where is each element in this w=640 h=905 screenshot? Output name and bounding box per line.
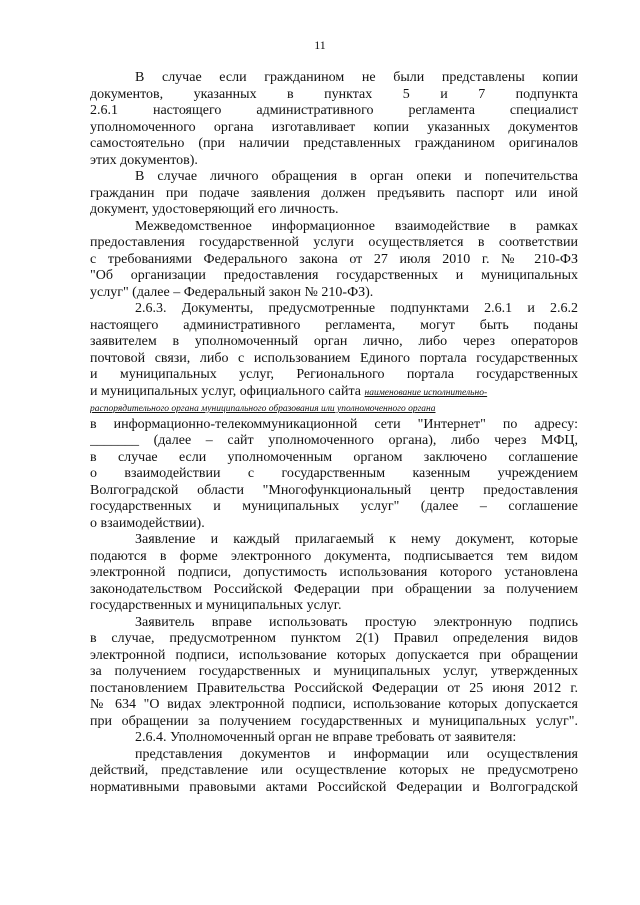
- text-line: [90, 252, 578, 269]
- text-line: [90, 433, 578, 450]
- text-line: [90, 780, 578, 797]
- line-text: услуг" (далее – Федеральный закон № 210-ФЗ).: [90, 284, 374, 300]
- text-line: [135, 301, 578, 318]
- text-line: [90, 268, 578, 285]
- text-line: [90, 153, 578, 170]
- text-line: [90, 334, 578, 351]
- line-text: уполномоченного органа изготавливает копии указанных документов: [90, 119, 578, 135]
- line-text: Заявление и каждый прилагаемый к нему документ, которые: [135, 532, 578, 547]
- text-line: [90, 450, 578, 467]
- text-line: [90, 136, 578, 153]
- line-text: нормативными правовыми актами Российской Федерации и Волгоградской: [90, 779, 578, 795]
- line-text: Межведомственное информационное взаимодействие в рамках: [135, 218, 578, 234]
- text-line: [90, 367, 578, 384]
- line-text: электронной подписи, использование которых допускается при обращении: [90, 647, 578, 663]
- line-text: 2.6.1 настоящего административного регламента специалист: [90, 103, 578, 118]
- line-text: Волгоградской области "Многофункциональный центр предоставления: [90, 482, 578, 498]
- line-text: гражданин при подаче заявления должен предъявить паспорт или иной: [90, 185, 578, 201]
- line-text: с требованиями Федерального закона от 27 июля 2010 г. № 210-ФЗ: [90, 251, 578, 267]
- underlined-placeholder: распорядительного органа муниципального образования или уполномоченного органа: [90, 404, 436, 414]
- text-line: [90, 565, 578, 582]
- line-text: настоящего административного регламента, могут быть поданы: [90, 317, 578, 333]
- line-text: в случае, предусмотренном пунктом 2(1) Правил определения видов: [90, 631, 578, 646]
- text-line: [90, 417, 578, 434]
- line-text: В случае личного обращения в орган опеки и попечительства: [135, 169, 578, 184]
- line-text: Заявитель вправе использовать простую электронную подпись: [135, 614, 578, 630]
- text-line: [135, 219, 578, 236]
- text-line: [135, 70, 578, 87]
- text-line: [90, 499, 578, 516]
- line-text: этих документов).: [90, 152, 198, 168]
- line-text: в информационно-телекоммуникационной сети "Интернет" по адресу:: [90, 416, 578, 432]
- text-line: [90, 103, 578, 120]
- line-text: _______ (далее – сайт уполномоченного органа), либо через МФЦ,: [90, 433, 578, 448]
- line-text: № 634 "О видах электронной подписи, использование которых допускается: [90, 697, 578, 712]
- line-text: при обращении за получением государственных и муниципальных услуг".: [90, 713, 578, 729]
- line-text: самостоятельно (при наличии представленных гражданином оригиналов: [90, 136, 578, 151]
- text-line: [90, 714, 578, 731]
- line-text: документов, указанных в пунктах 5 и 7 подпункта: [90, 86, 578, 102]
- text-line: [90, 582, 578, 599]
- line-text: государственных и муниципальных услуг.: [90, 598, 342, 613]
- text-line: [135, 615, 578, 632]
- text-line: [90, 87, 578, 104]
- text-line: [90, 384, 578, 401]
- line-text: и муниципальных услуг, официального сайта: [90, 383, 362, 399]
- text-line: [90, 763, 578, 780]
- line-text: документ, удостоверяющий его личность.: [90, 202, 339, 217]
- text-line: [90, 318, 578, 335]
- line-text: 2.6.3. Документы, предусмотренные подпунктами 2.6.1 и 2.6.2: [135, 301, 578, 316]
- line-text: государственных и муниципальных услуг" (далее – соглашение: [90, 499, 578, 514]
- text-line: [90, 202, 578, 219]
- text-line: [90, 598, 578, 615]
- line-text: за получением государственных и муниципальных услуг, утвержденных: [90, 664, 578, 679]
- line-text: заявителем в уполномоченный орган лично, либо через операторов: [90, 334, 578, 349]
- line-text: и муниципальных услуг, Регионального портала государственных: [90, 367, 578, 382]
- text-line: [135, 169, 578, 186]
- line-text: постановлением Правительства Российской Федерации от 25 июня 2012 г.: [90, 680, 578, 696]
- text-line: [90, 516, 578, 533]
- line-text: почтовой связи, либо с использованием Единого портала государственных: [90, 350, 578, 366]
- line-text: В случае если гражданином не были представлены копии: [135, 70, 578, 85]
- text-line: [90, 120, 578, 137]
- line-text: о взаимодействии).: [90, 515, 205, 531]
- line-text: электронной подписи, допустимость использования которого установлена: [90, 565, 578, 580]
- line-text: 2.6.4. Уполномоченный орган не вправе требовать от заявителя:: [135, 730, 517, 745]
- underlined-placeholder: наименование исполнительно-: [364, 387, 488, 398]
- text-line: [90, 235, 578, 252]
- page-number: 11: [314, 38, 326, 52]
- line-text: представления документов и информации или осуществления: [135, 746, 578, 762]
- text-line: [90, 483, 578, 500]
- text-line: [90, 285, 578, 302]
- text-line: [90, 697, 578, 714]
- text-line: [135, 532, 578, 549]
- text-line: [90, 664, 578, 681]
- text-line: [90, 648, 578, 665]
- line-text: подаются в форме электронного документа, подписывается тем видом: [90, 548, 578, 564]
- text-line: [90, 466, 578, 483]
- text-line: [135, 730, 578, 747]
- text-line: [90, 681, 578, 698]
- text-line: [90, 549, 578, 566]
- text-line: [90, 186, 578, 203]
- line-text: в случае если уполномоченным органом заключено соглашение: [90, 449, 578, 465]
- line-text: действий, представление или осуществление которых не предусмотрено: [90, 763, 578, 778]
- line-text: о взаимодействии с государственным казенным учреждением: [90, 466, 578, 481]
- text-line: [90, 351, 578, 368]
- line-text: законодательством Российской Федерации при обращении за получением: [90, 581, 578, 597]
- line-text: "Об организации предоставления государственных и муниципальных: [90, 268, 578, 283]
- text-line: [135, 747, 578, 764]
- text-line: [90, 400, 578, 417]
- line-text: предоставления государственной услуги осуществляется в соответствии: [90, 235, 578, 250]
- text-line: [90, 631, 578, 648]
